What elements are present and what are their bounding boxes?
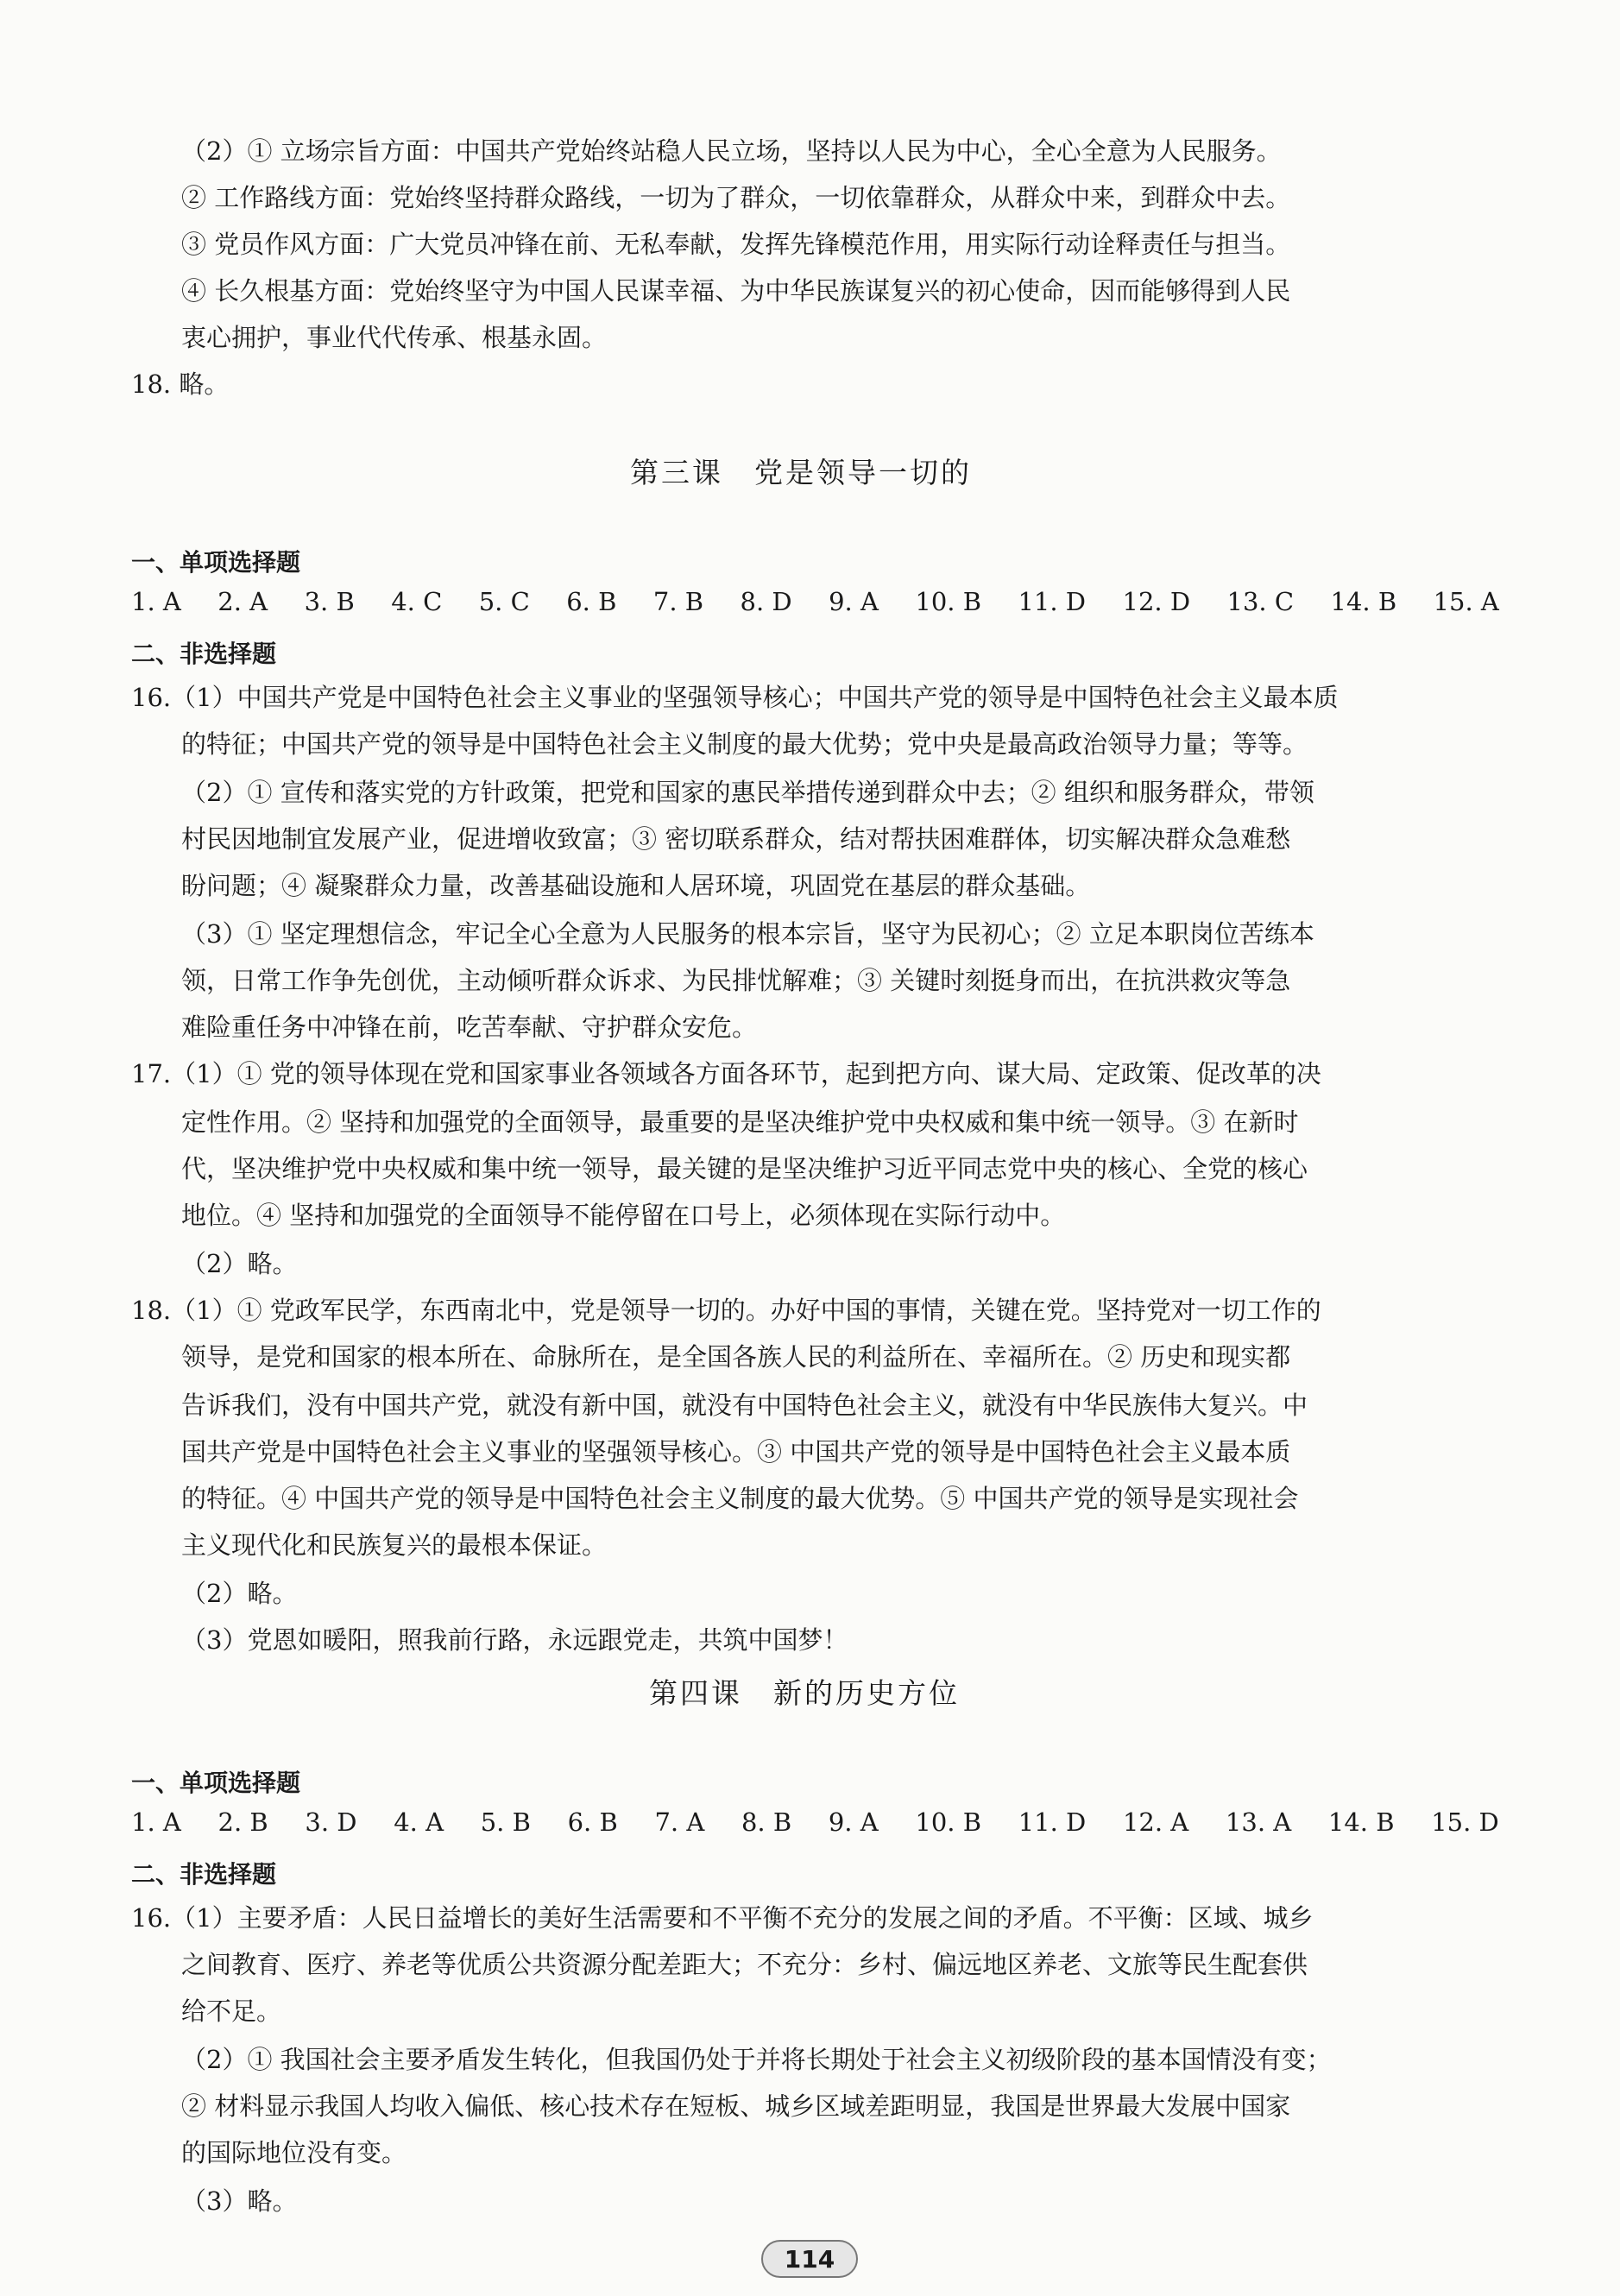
text-line: 盼问题；④ 凝聚群众力量，改善基础设施和人居环境，巩固党在基层的群众基础。 <box>181 871 1091 900</box>
answer-item: 12. A <box>1122 1807 1189 1837</box>
answer-item: 3. B <box>304 587 355 616</box>
text-line: （2）略。 <box>181 1249 298 1278</box>
text-line: 村民因地制宜发展产业，促进增收致富；③ 密切联系群众，结对帮扶困难群体，切实解决群众急难愁 <box>181 824 1291 854</box>
answer-item: 2. A <box>217 587 268 616</box>
section-heading: 一、单项选择题 <box>131 548 301 577</box>
answer-row <box>131 587 1499 616</box>
answer-item: 2. B <box>217 1807 268 1837</box>
text-line: （2）① 立场宗旨方面：中国共产党始终站稳人民立场，坚持以人民为中心，全心全意为人民服务。 <box>181 136 1282 166</box>
section-heading: 二、非选择题 <box>131 1860 277 1889</box>
answer-item: 15. A <box>1433 587 1499 616</box>
text-line: （3）略。 <box>181 2186 298 2216</box>
page-number: 114 <box>761 2240 858 2278</box>
answer-item: 10. B <box>915 1807 982 1837</box>
answer-item: 11. D <box>1018 1807 1087 1837</box>
answer-item: 11. D <box>1018 587 1087 616</box>
answer-item: 6. B <box>567 1807 618 1837</box>
text-line: 18. 略。 <box>131 369 230 399</box>
text-line: 18.（1）① 党政军民学，东西南北中，党是领导一切的。办好中国的事情，关键在党。坚持党对一切工作的 <box>131 1296 1321 1325</box>
answer-item: 14. B <box>1327 1807 1395 1837</box>
answer-item: 10. B <box>915 587 982 616</box>
text-line: 的国际地位没有变。 <box>181 2138 407 2167</box>
answer-item: 13. C <box>1226 587 1295 616</box>
text-line: 17.（1）① 党的领导体现在党和国家事业各领域各方面各环节，起到把方向、谋大局、定政策、促改革的决 <box>131 1059 1321 1088</box>
answer-item: 12. D <box>1122 587 1191 616</box>
answer-item: 14. B <box>1330 587 1397 616</box>
answer-item: 4. A <box>394 1807 444 1837</box>
text-line: （2）① 我国社会主要矛盾发生转化，但我国仍处于并将长期处于社会主义初级阶段的基本国情没有变； <box>181 2045 1332 2074</box>
section-heading: 一、单项选择题 <box>131 1769 301 1797</box>
text-line: ③ 党员作风方面：广大党员冲锋在前、无私奉献，发挥先锋模范作用，用实际行动诠释责任与担当。 <box>181 230 1291 259</box>
text-line: 之间教育、医疗、养老等优质公共资源分配差距大；不充分：乡村、偏远地区养老、文旅等民生配套供 <box>181 1950 1308 1979</box>
text-line: ② 材料显示我国人均收入偏低、核心技术存在短板、城乡区域差距明显，我国是世界最大发展中国家 <box>181 2091 1291 2121</box>
answer-item: 7. A <box>654 1807 705 1837</box>
text-line: 给不足。 <box>181 1996 282 2026</box>
answer-item: 9. A <box>828 1807 879 1837</box>
answer-item: 6. B <box>566 587 617 616</box>
section-heading: 二、非选择题 <box>131 640 277 668</box>
text-line: 领，日常工作争先创优，主动倾听群众诉求、为民排忧解难；③ 关键时刻挺身而出，在抗洪救灾等急 <box>181 966 1291 995</box>
text-line: ④ 长久根基方面：党始终坚守为中国人民谋幸福、为中华民族谋复兴的初心使命，因而能够得到人民 <box>181 276 1291 306</box>
answer-item: 4. C <box>391 587 443 616</box>
answer-item: 8. B <box>741 1807 792 1837</box>
text-line: 主义现代化和民族复兴的最根本保证。 <box>181 1530 608 1560</box>
text-line: （2）略。 <box>181 1579 298 1608</box>
answer-item: 1. A <box>131 1807 181 1837</box>
text-line: 难险重任务中冲锋在前，吃苦奉献、守护群众安危。 <box>181 1012 758 1042</box>
answer-item: 8. D <box>740 587 792 616</box>
text-line: 代，坚决维护党中央权威和集中统一领导，最关键的是坚决维护习近平同志党中央的核心、全党的核心 <box>181 1154 1308 1183</box>
text-line: 国共产党是中国特色社会主义事业的坚强领导核心。③ 中国共产党的领导是中国特色社会主义最本质 <box>181 1437 1291 1467</box>
text-line: （2）① 宣传和落实党的方针政策，把党和国家的惠民举措传递到群众中去；② 组织和服务群众，带领 <box>181 778 1314 807</box>
text-line: （3）党恩如暖阳，照我前行路，永远跟党走，共筑中国梦！ <box>181 1625 848 1655</box>
answer-item: 9. A <box>829 587 879 616</box>
text-line: 16.（1）主要矛盾：人民日益增长的美好生活需要和不平衡不充分的发展之间的矛盾。不平衡：区域、城乡 <box>131 1903 1314 1933</box>
lesson-title: 第四课 新的历史方位 <box>649 1676 960 1710</box>
text-line: 领导，是党和国家的根本所在、命脉所在，是全国各族人民的利益所在、幸福所在。② 历史和现实都 <box>181 1342 1291 1372</box>
answer-item: 3. D <box>305 1807 357 1837</box>
text-line: （3）① 坚定理想信念，牢记全心全意为人民服务的根本宗旨，坚守为民初心；② 立足本职岗位苦练本 <box>181 919 1314 949</box>
answer-item: 5. C <box>478 587 530 616</box>
text-line: 的特征；中国共产党的领导是中国特色社会主义制度的最大优势；党中央是最高政治领导力量；等等。 <box>181 729 1308 759</box>
answer-row <box>131 1807 1499 1837</box>
answer-item: 1. A <box>131 587 181 616</box>
answer-item: 5. B <box>480 1807 531 1837</box>
answer-item: 15. D <box>1431 1807 1499 1837</box>
text-line: 地位。④ 坚持和加强党的全面领导不能停留在口号上，必须体现在实际行动中。 <box>181 1201 1066 1230</box>
text-line: 16.（1）中国共产党是中国特色社会主义事业的坚强领导核心；中国共产党的领导是中国特色社会主义最本质 <box>131 683 1339 712</box>
lesson-title: 第三课 党是领导一切的 <box>630 456 972 489</box>
text-line: ② 工作路线方面：党始终坚持群众路线，一切为了群众，一切依靠群众，从群众中来，到群众中去。 <box>181 183 1291 212</box>
text-line: 衷心拥护，事业代代传承、根基永固。 <box>181 323 608 352</box>
text-line: 定性作用。② 坚持和加强党的全面领导，最重要的是坚决维护党中央权威和集中统一领导。③ 在新时 <box>181 1107 1299 1137</box>
text-line: 告诉我们，没有中国共产党，就没有新中国，就没有中国特色社会主义，就没有中华民族伟大复兴。中 <box>181 1391 1308 1420</box>
answer-item: 13. A <box>1225 1807 1292 1837</box>
text-line: 的特征。④ 中国共产党的领导是中国特色社会主义制度的最大优势。⑤ 中国共产党的领导是实现社会 <box>181 1484 1299 1513</box>
answer-item: 7. B <box>652 587 704 616</box>
